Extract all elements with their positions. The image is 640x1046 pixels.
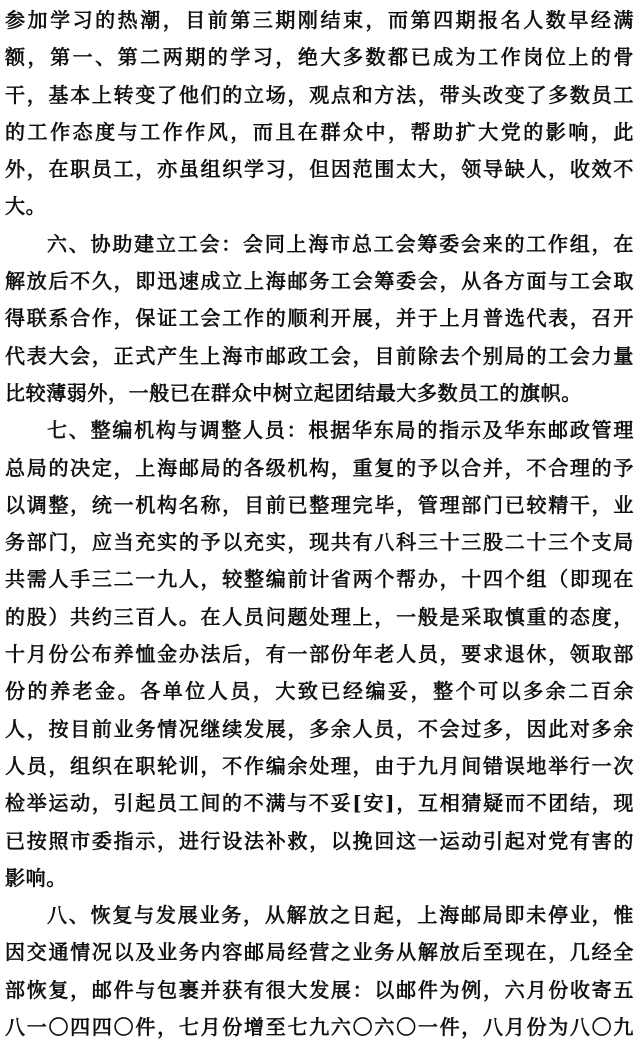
text-line: 已按照市委指示，进行设法补救，以挽回这一运动引起对党有害的 <box>5 828 634 853</box>
text-line: 以调整，统一机构名称，目前已整理完毕，管理部门已较精干，业 <box>5 492 634 517</box>
text-line: 务部门，应当充实的予以充实，现共有八科三十三股二十三个支局 <box>5 530 634 555</box>
paragraph-section-eight <box>5 897 634 1046</box>
text-line: 人员，组织在职轮训，不作编余处理，由于九月间错误地举行一次 <box>5 753 634 778</box>
text-line: 参加学习的热潮，目前第三期刚结束，而第四期报名人数早经满 <box>5 8 634 32</box>
section-heading-line: 八、恢复与发展业务，从解放之日起，上海邮局即未停业，惟 <box>47 903 634 928</box>
text-line: 人，按目前业务情况继续发展，多余人员，不会过多，因此对多余 <box>5 716 634 741</box>
text-line: 的股）共约三百人。在人员问题处理上，一般是采取慎重的态度， <box>5 604 634 629</box>
text-line: 得联系合作，保证工会工作的顺利开展，并于上月普选代表，召开 <box>5 306 634 331</box>
text-line: 总局的决定，上海邮局的各级机构，重复的予以合并，不合理的予 <box>5 455 634 480</box>
text-line: 外，在职员工，亦虽组织学习，但因范围太大，领导缺人，收效不 <box>5 157 634 182</box>
text-line: 检举运动，引起员工间的不满与不妥[安]，互相猜疑而不团结，现 <box>5 791 634 816</box>
text-line: 大。 <box>5 194 47 219</box>
text-line: 共需人手三二一九人，较整编前计省两个帮办，十四个组（即现在 <box>5 567 634 592</box>
paragraph-continuation <box>5 2 634 226</box>
text-line: 比较薄弱外，一般已在群众中树立起团结最大多数员工的旗帜。 <box>5 380 582 405</box>
section-heading-line: 七、整编机构与调整人员：根据华东局的指示及华东邮政管理 <box>47 418 634 443</box>
text-line: 十月份公布养恤金办法后，有一部份年老人员，要求退休，领取部 <box>5 642 634 667</box>
text-line: 干，基本上转变了他们的立场，观点和方法，带头改变了多数员工 <box>5 82 634 107</box>
paragraph-section-seven <box>5 412 634 897</box>
text-line: 份的养老金。各单位人员，大致已经编妥，整个可以多余二百余 <box>5 679 634 704</box>
text-line: 的工作态度与工作作风，而且在群众中，帮助扩大党的影响，此 <box>5 119 634 144</box>
section-heading-line: 六、协助建立工会：会同上海市总工会筹委会来的工作组，在 <box>47 231 634 256</box>
paragraph-section-six <box>5 226 634 412</box>
text-line: 额，第一、第二两期的学习，绝大多数都已成为工作岗位上的骨 <box>5 45 634 70</box>
text-line: 因交通情况以及业务内容邮局经营之业务从解放后至现在，几经全 <box>5 940 634 965</box>
text-line: 影响。 <box>5 865 67 890</box>
text-line: 八一〇四四〇件，七月份增至七九六〇六〇一件，八月份为八〇九 <box>5 1015 634 1040</box>
text-line: 代表大会，正式产生上海市邮政工会，目前除去个别局的工会力量 <box>5 343 634 368</box>
text-line: 解放后不久，即迅速成立上海邮务工会筹委会，从各方面与工会取 <box>5 269 634 294</box>
text-line: 部恢复，邮件与包裹并获有很大发展：以邮件为例，六月份收寄五 <box>5 977 634 1002</box>
